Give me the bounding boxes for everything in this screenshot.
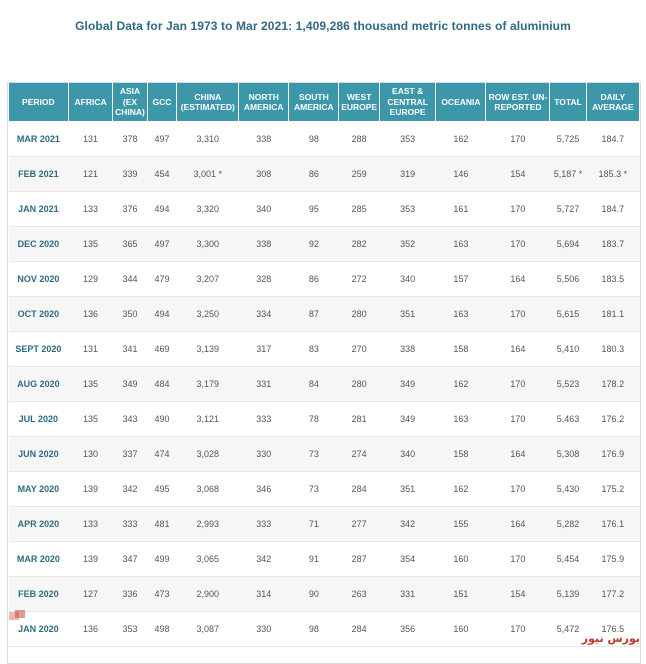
value-cell: 5,410	[550, 332, 586, 367]
value-cell: 73	[289, 437, 339, 472]
value-cell: 158	[436, 332, 486, 367]
value-cell: 5,463	[550, 402, 586, 437]
value-cell: 308	[239, 157, 289, 192]
value-cell: 158	[436, 437, 486, 472]
value-cell: 274	[339, 437, 380, 472]
value-cell: 176.5	[586, 612, 639, 647]
value-cell: 5,430	[550, 472, 586, 507]
value-cell: 338	[239, 227, 289, 262]
column-header[interactable]: AFRICA	[68, 83, 113, 122]
value-cell: 2,900	[177, 577, 239, 612]
value-cell: 3,300	[177, 227, 239, 262]
value-cell: 139	[68, 472, 113, 507]
value-cell: 333	[239, 507, 289, 542]
period-cell: JAN 2021	[9, 192, 69, 227]
value-cell: 263	[339, 577, 380, 612]
table-row	[9, 472, 640, 507]
value-cell: 284	[339, 472, 380, 507]
value-cell: 3,121	[177, 402, 239, 437]
value-cell: 330	[239, 612, 289, 647]
value-cell: 151	[436, 577, 486, 612]
value-cell: 328	[239, 262, 289, 297]
value-cell: 285	[339, 192, 380, 227]
period-cell: SEPT 2020	[9, 332, 69, 367]
value-cell: 5,694	[550, 227, 586, 262]
column-header[interactable]: SOUTH AMERICA	[289, 83, 339, 122]
table-row	[9, 262, 640, 297]
table-row	[9, 192, 640, 227]
value-cell: 5,523	[550, 367, 586, 402]
value-cell: 479	[147, 262, 177, 297]
page-title: Global Data for Jan 1973 to Mar 2021: 1,409,286 thousand metric tonnes of aluminium	[75, 19, 571, 33]
value-cell: 272	[339, 262, 380, 297]
value-cell: 133	[68, 507, 113, 542]
value-cell: 181.1	[586, 297, 639, 332]
column-header[interactable]: ASIA (EX CHINA)	[113, 83, 147, 122]
table-row	[9, 612, 640, 647]
table-row	[9, 402, 640, 437]
period-cell: FEB 2021	[9, 157, 69, 192]
table-row	[9, 577, 640, 612]
value-cell: 5,506	[550, 262, 586, 297]
table-row	[9, 157, 640, 192]
value-cell: 135	[68, 227, 113, 262]
value-cell: 170	[486, 192, 550, 227]
value-cell: 349	[379, 402, 435, 437]
value-cell: 3,139	[177, 332, 239, 367]
value-cell: 354	[379, 542, 435, 577]
value-cell: 176.1	[586, 507, 639, 542]
value-cell: 280	[339, 297, 380, 332]
value-cell: 284	[339, 612, 380, 647]
value-cell: 353	[379, 192, 435, 227]
column-header[interactable]: OCEANIA	[436, 83, 486, 122]
value-cell: 155	[436, 507, 486, 542]
column-header[interactable]: WEST EUROPE	[339, 83, 380, 122]
value-cell: 170	[486, 472, 550, 507]
value-cell: 319	[379, 157, 435, 192]
data-table-container[interactable]	[7, 82, 641, 664]
value-cell: 146	[436, 157, 486, 192]
value-cell: 3,310	[177, 122, 239, 157]
watermark-logo-icon	[9, 610, 25, 622]
value-cell: 170	[486, 227, 550, 262]
value-cell: 3,028	[177, 437, 239, 472]
period-cell: MAY 2020	[9, 472, 69, 507]
value-cell: 78	[289, 402, 339, 437]
value-cell: 277	[339, 507, 380, 542]
value-cell: 351	[379, 472, 435, 507]
value-cell: 176.2	[586, 402, 639, 437]
value-cell: 86	[289, 262, 339, 297]
column-header[interactable]: NORTH AMERICA	[239, 83, 289, 122]
table-row	[9, 507, 640, 542]
value-cell: 91	[289, 542, 339, 577]
value-cell: 494	[147, 192, 177, 227]
value-cell: 338	[239, 122, 289, 157]
value-cell: 494	[147, 297, 177, 332]
value-cell: 176.9	[586, 437, 639, 472]
value-cell: 121	[68, 157, 113, 192]
value-cell: 3,207	[177, 262, 239, 297]
value-cell: 499	[147, 542, 177, 577]
table-row	[9, 332, 640, 367]
value-cell: 163	[436, 297, 486, 332]
value-cell: 183.5	[586, 262, 639, 297]
value-cell: 352	[379, 227, 435, 262]
value-cell: 317	[239, 332, 289, 367]
value-cell: 340	[379, 262, 435, 297]
value-cell: 170	[486, 297, 550, 332]
period-cell: NOV 2020	[9, 262, 69, 297]
value-cell: 3,087	[177, 612, 239, 647]
value-cell: 342	[239, 542, 289, 577]
value-cell: 170	[486, 367, 550, 402]
value-cell: 342	[113, 472, 147, 507]
value-cell: 160	[436, 612, 486, 647]
value-cell: 130	[68, 437, 113, 472]
value-cell: 135	[68, 367, 113, 402]
value-cell: 473	[147, 577, 177, 612]
value-cell: 484	[147, 367, 177, 402]
period-cell: DEC 2020	[9, 227, 69, 262]
value-cell: 139	[68, 542, 113, 577]
value-cell: 454	[147, 157, 177, 192]
value-cell: 349	[113, 367, 147, 402]
period-cell: MAR 2021	[9, 122, 69, 157]
value-cell: 84	[289, 367, 339, 402]
value-cell: 131	[68, 332, 113, 367]
value-cell: 180.3	[586, 332, 639, 367]
value-cell: 474	[147, 437, 177, 472]
value-cell: 5,282	[550, 507, 586, 542]
value-cell: 3,179	[177, 367, 239, 402]
value-cell: 136	[68, 612, 113, 647]
value-cell: 170	[486, 542, 550, 577]
value-cell: 349	[379, 367, 435, 402]
watermark: بورس نیوز	[581, 632, 640, 645]
value-cell: 288	[339, 122, 380, 157]
value-cell: 331	[239, 367, 289, 402]
table-row	[9, 297, 640, 332]
table-body	[9, 122, 640, 647]
value-cell: 346	[239, 472, 289, 507]
value-cell: 281	[339, 402, 380, 437]
value-cell: 5,725	[550, 122, 586, 157]
table-row	[9, 122, 640, 157]
period-cell: OCT 2020	[9, 297, 69, 332]
value-cell: 154	[486, 577, 550, 612]
value-cell: 341	[113, 332, 147, 367]
value-cell: 495	[147, 472, 177, 507]
value-cell: 5,454	[550, 542, 586, 577]
value-cell: 330	[239, 437, 289, 472]
value-cell: 3,068	[177, 472, 239, 507]
value-cell: 127	[68, 577, 113, 612]
value-cell: 342	[379, 507, 435, 542]
value-cell: 162	[436, 122, 486, 157]
value-cell: 5,139	[550, 577, 586, 612]
value-cell: 185.3 *	[586, 157, 639, 192]
value-cell: 353	[379, 122, 435, 157]
value-cell: 87	[289, 297, 339, 332]
value-cell: 163	[436, 227, 486, 262]
value-cell: 177.2	[586, 577, 639, 612]
value-cell: 154	[486, 157, 550, 192]
value-cell: 129	[68, 262, 113, 297]
value-cell: 2,993	[177, 507, 239, 542]
value-cell: 331	[379, 577, 435, 612]
value-cell: 3,320	[177, 192, 239, 227]
value-cell: 365	[113, 227, 147, 262]
value-cell: 98	[289, 122, 339, 157]
value-cell: 3,250	[177, 297, 239, 332]
period-cell: JUN 2020	[9, 437, 69, 472]
value-cell: 5,727	[550, 192, 586, 227]
value-cell: 184.7	[586, 192, 639, 227]
value-cell: 164	[486, 437, 550, 472]
value-cell: 133	[68, 192, 113, 227]
value-cell: 490	[147, 402, 177, 437]
value-cell: 175.9	[586, 542, 639, 577]
value-cell: 178.2	[586, 367, 639, 402]
value-cell: 339	[113, 157, 147, 192]
value-cell: 338	[379, 332, 435, 367]
value-cell: 3,065	[177, 542, 239, 577]
value-cell: 336	[113, 577, 147, 612]
column-header[interactable]: CHINA (ESTIMATED)	[177, 83, 239, 122]
value-cell: 164	[486, 332, 550, 367]
value-cell: 160	[436, 542, 486, 577]
value-cell: 347	[113, 542, 147, 577]
value-cell: 5,187 *	[550, 157, 586, 192]
period-cell: APR 2020	[9, 507, 69, 542]
value-cell: 164	[486, 507, 550, 542]
value-cell: 162	[436, 367, 486, 402]
column-header[interactable]: PERIOD	[9, 83, 69, 122]
value-cell: 135	[68, 402, 113, 437]
value-cell: 95	[289, 192, 339, 227]
value-cell: 136	[68, 297, 113, 332]
value-cell: 161	[436, 192, 486, 227]
column-header[interactable]: DAILY AVERAGE	[586, 83, 639, 122]
value-cell: 86	[289, 157, 339, 192]
table-row	[9, 437, 640, 472]
value-cell: 3,001 *	[177, 157, 239, 192]
value-cell: 83	[289, 332, 339, 367]
value-cell: 270	[339, 332, 380, 367]
value-cell: 5,615	[550, 297, 586, 332]
value-cell: 5,472	[550, 612, 586, 647]
value-cell: 183.7	[586, 227, 639, 262]
value-cell: 175.2	[586, 472, 639, 507]
value-cell: 340	[379, 437, 435, 472]
value-cell: 184.7	[586, 122, 639, 157]
table-row	[9, 227, 640, 262]
value-cell: 469	[147, 332, 177, 367]
value-cell: 351	[379, 297, 435, 332]
value-cell: 356	[379, 612, 435, 647]
value-cell: 334	[239, 297, 289, 332]
value-cell: 170	[486, 402, 550, 437]
column-header[interactable]: EAST & CENTRAL EUROPE	[379, 83, 435, 122]
period-cell: MAR 2020	[9, 542, 69, 577]
value-cell: 333	[239, 402, 289, 437]
column-header[interactable]: ROW EST. UN-REPORTED	[486, 83, 550, 122]
aluminium-data-table	[8, 83, 640, 647]
value-cell: 73	[289, 472, 339, 507]
value-cell: 71	[289, 507, 339, 542]
value-cell: 498	[147, 612, 177, 647]
value-cell: 337	[113, 437, 147, 472]
value-cell: 98	[289, 612, 339, 647]
value-cell: 340	[239, 192, 289, 227]
value-cell: 344	[113, 262, 147, 297]
column-header[interactable]: GCC	[147, 83, 177, 122]
table-row	[9, 542, 640, 577]
value-cell: 353	[113, 612, 147, 647]
value-cell: 162	[436, 472, 486, 507]
period-cell: JAN 2020	[9, 612, 69, 647]
column-header[interactable]: TOTAL	[550, 83, 586, 122]
table-row	[9, 367, 640, 402]
value-cell: 5,308	[550, 437, 586, 472]
value-cell: 497	[147, 122, 177, 157]
value-cell: 170	[486, 612, 550, 647]
value-cell: 280	[339, 367, 380, 402]
value-cell: 497	[147, 227, 177, 262]
value-cell: 90	[289, 577, 339, 612]
period-cell: AUG 2020	[9, 367, 69, 402]
period-cell: FEB 2020	[9, 577, 69, 612]
value-cell: 92	[289, 227, 339, 262]
value-cell: 314	[239, 577, 289, 612]
value-cell: 343	[113, 402, 147, 437]
value-cell: 164	[486, 262, 550, 297]
value-cell: 259	[339, 157, 380, 192]
value-cell: 163	[436, 402, 486, 437]
value-cell: 170	[486, 122, 550, 157]
value-cell: 481	[147, 507, 177, 542]
header-row	[9, 83, 640, 122]
value-cell: 131	[68, 122, 113, 157]
value-cell: 378	[113, 122, 147, 157]
value-cell: 350	[113, 297, 147, 332]
value-cell: 333	[113, 507, 147, 542]
value-cell: 282	[339, 227, 380, 262]
value-cell: 157	[436, 262, 486, 297]
value-cell: 376	[113, 192, 147, 227]
value-cell: 287	[339, 542, 380, 577]
period-cell: JUL 2020	[9, 402, 69, 437]
